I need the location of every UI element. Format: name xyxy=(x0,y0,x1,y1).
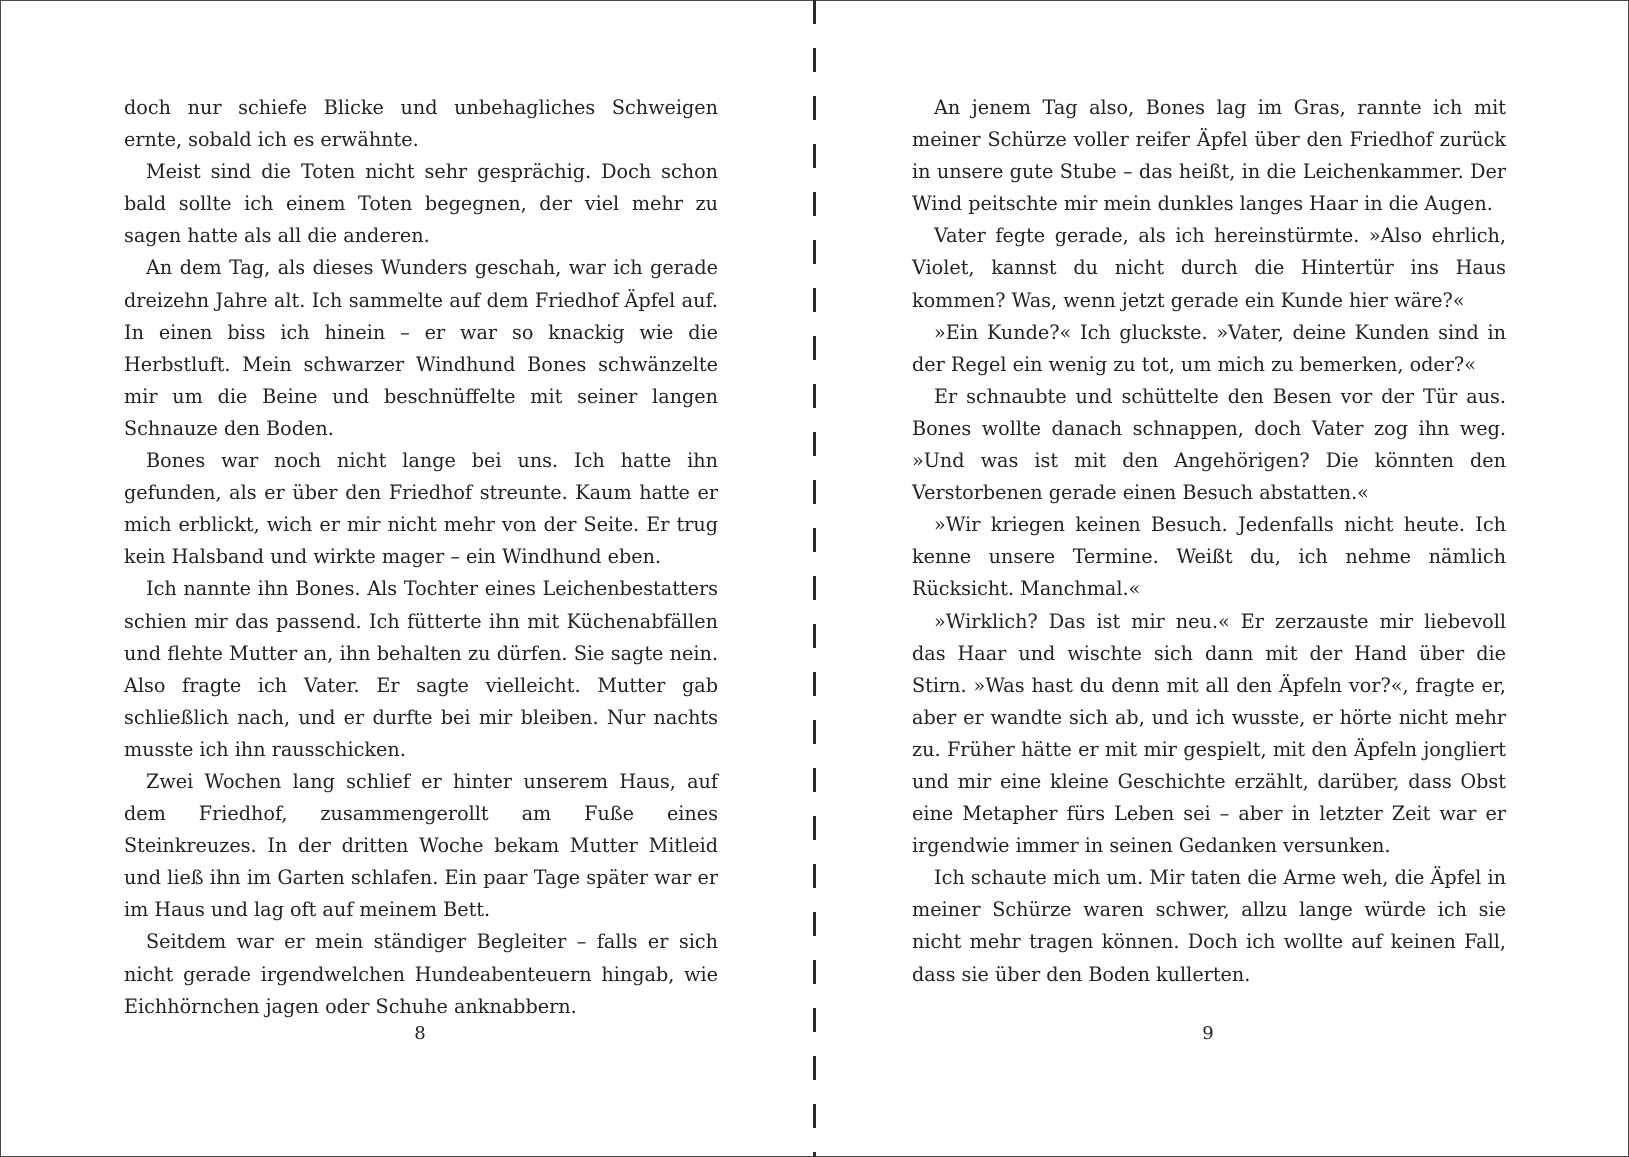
paragraph: Vater fegte gerade, als ich hereinstürmte. »Also ehrlich, Violet, kannst du nicht durch die Hintertür ins Haus kommen? Was, wenn jetzt gerade ein Kunde hier wäre?« xyxy=(912,224,1506,312)
paragraph: doch nur schiefe Blicke und unbehagliches Schweigen ernte, sobald ich es erwähnte. xyxy=(124,96,718,152)
paragraph: Seitdem war er mein ständiger Begleiter – falls er sich nicht gerade irgendwelchen Hundeabenteuern hingab, wie Eichhörnchen jagen oder Schuhe anknabbern. xyxy=(124,930,718,1018)
paragraph: »Wirklich? Das ist mir neu.« Er zerzauste mir liebevoll das Haar und wischte sich dann mit der Hand über die Stirn. »Was hast du denn mit all den Äpfeln vor?«, fragte er, aber er wandte sich ab, und ich wusste, er hörte nicht mehr zu. Früher hätte er mit mir gespielt, mit den Äpfeln jongliert und mir eine kleine Geschichte erzählt, darüber, dass Obst eine Metapher fürs Leben sei – aber in letzter Zeit war er irgendwie immer in seinen Gedanken versunken. xyxy=(912,609,1506,858)
paragraph: Er schnaubte und schüttelte den Besen vor der Tür aus. Bones wollte danach schnappen, doch Vater zog ihn weg. »Und was ist mit den Angehörigen? Die könnten den Verstorbenen gerade einen Besuch abstatten.« xyxy=(912,384,1506,505)
paragraph: Zwei Wochen lang schlief er hinter unserem Haus, auf dem Friedhof, zusammengerollt am Fuße eines Steinkreuzes. In der dritten Woche bekam Mutter Mitleid und ließ ihn im Garten schlafen. Ein paar Tage später war er im Haus und lag oft auf meinem Bett. xyxy=(124,769,718,922)
paragraph: Meist sind die Toten nicht sehr gesprächig. Doch schon bald sollte ich einem Toten begegnen, der viel mehr zu sagen hatte als all die anderen. xyxy=(124,160,718,248)
book-gutter xyxy=(813,0,816,1157)
paragraph: »Ein Kunde?« Ich gluckste. »Vater, deine Kunden sind in der Regel ein wenig zu tot, um mich zu bemerken, oder?« xyxy=(912,320,1506,376)
page-number-right: 9 xyxy=(1202,1023,1214,1044)
paragraph: An dem Tag, als dieses Wunders geschah, war ich gerade dreizehn Jahre alt. Ich sammelte auf dem Friedhof Äpfel auf. In einen biss ich hinein – er war so knackig wie die Herbstluft. Mein schwarzer Windhund Bones schwänzelte mir um die Beine und beschnüffelte mit seiner langen Schnauze den Boden. xyxy=(124,256,718,440)
page-number-left: 8 xyxy=(414,1023,426,1044)
paragraph: Ich nannte ihn Bones. Als Tochter eines Leichenbestatters schien mir das passend. Ich fütterte ihn mit Küchenabfällen und flehte Mutter an, ihn behalten zu dürfen. Sie sagte nein. Also fragte ich Vater. Er sagte vielleicht. Mutter gab schließlich nach, und er durfte bei mir bleiben. Nur nachts musste ich ihn rausschicken. xyxy=(124,577,718,761)
paragraph: Bones war noch nicht lange bei uns. Ich hatte ihn gefunden, als er über den Friedhof streunte. Kaum hatte er mich erblickt, wich er mir nicht mehr von der Seite. Er trug kein Halsband und wirkte mager – ein Windhund eben. xyxy=(124,449,718,569)
paragraph: »Wir kriegen keinen Besuch. Jedenfalls nicht heute. Ich kenne unsere Termine. Weißt du, ich nehme nämlich Rücksicht. Manchmal.« xyxy=(912,513,1506,601)
paragraph: An jenem Tag also, Bones lag im Gras, rannte ich mit meiner Schürze voller reifer Äpfel über den Friedhof zurück in unsere gute Stube – das heißt, in die Leichenkammer. Der Wind peitschte mir mein dunkles langes Haar in die Augen. xyxy=(912,96,1506,216)
left-page xyxy=(124,92,718,1023)
paragraph: Ich schaute mich um. Mir taten die Arme weh, die Äpfel in meiner Schürze waren schwer, allzu lange würde ich sie nicht mehr tragen können. Doch ich wollte auf keinen Fall, dass sie über den Boden kullerten. xyxy=(912,866,1506,986)
right-page xyxy=(912,92,1506,991)
